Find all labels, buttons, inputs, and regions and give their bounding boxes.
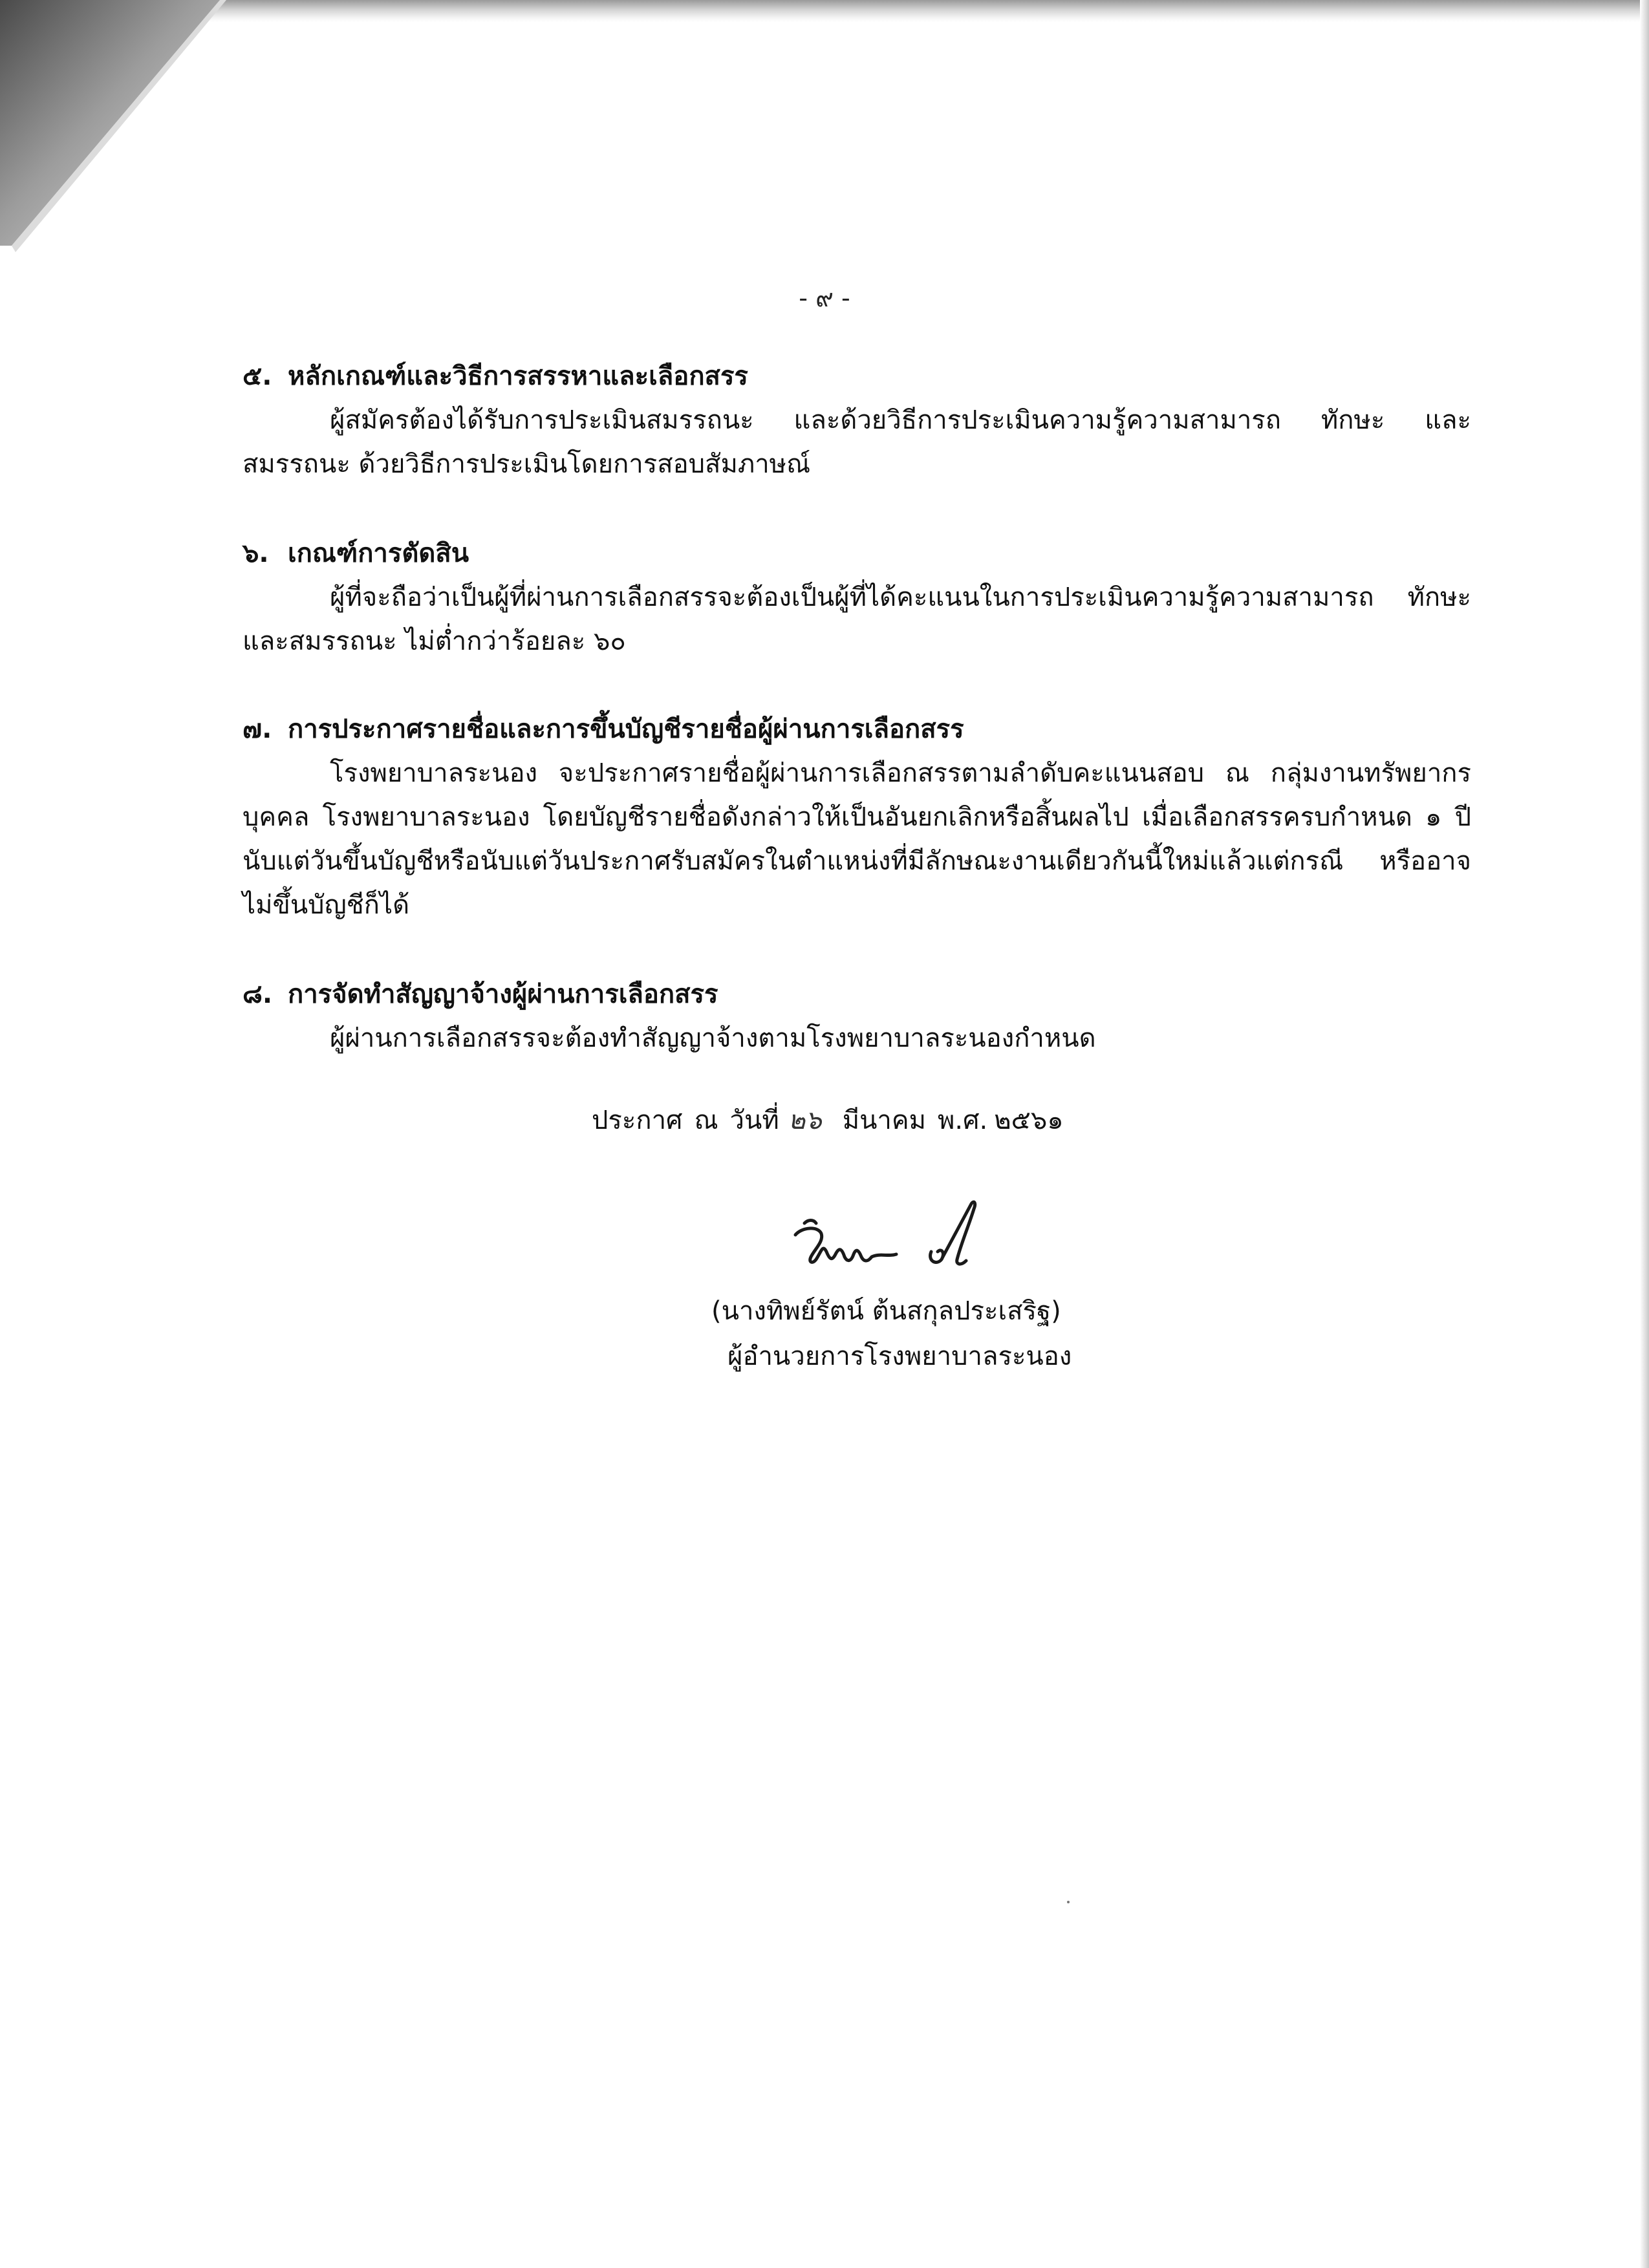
announcement-day: ๒๖	[788, 1106, 822, 1135]
section-title: เกณฑ์การตัดสิน	[288, 539, 469, 568]
section-paragraph	[242, 575, 1471, 663]
section-paragraph	[242, 751, 1471, 927]
section-heading	[242, 354, 1471, 398]
paragraph-text: ผู้ผ่านการเลือกสรรจะต้องทำสัญญาจ้างตามโรงพยาบาลระนองกำหนด	[330, 1023, 1096, 1053]
section-7	[242, 707, 1471, 927]
section-number: ๗.	[242, 714, 272, 744]
signatory-name: (นางทิพย์รัตน์ ต้นสกุลประเสริฐ)	[711, 1296, 1061, 1326]
scan-top-edge	[194, 0, 1649, 22]
section-number: ๕.	[242, 361, 272, 391]
section-number: ๘.	[242, 979, 273, 1009]
section-title: หลักเกณฑ์และวิธีการสรรหาและเลือกสรร	[288, 361, 748, 391]
section-heading	[242, 707, 1471, 751]
section-title: การจัดทำสัญญาจ้างผู้ผ่านการเลือกสรร	[288, 979, 718, 1009]
scan-right-edge	[1640, 0, 1649, 2268]
handwritten-signature	[782, 1190, 1015, 1287]
section-number: ๖.	[242, 539, 269, 568]
announcement-era: พ.ศ.	[938, 1106, 988, 1135]
announcement-year: ๒๕๖๑	[994, 1106, 1064, 1135]
section-title: การประกาศรายชื่อและการขึ้นบัญชีรายชื่อผู้ผ่านการเลือกสรร	[288, 714, 964, 744]
section-heading	[242, 531, 1471, 575]
paragraph-text: ผู้สมัครต้องได้รับการประเมินสมรรถนะ และด้วยวิธีการประเมินความรู้ความสามารถ ทักษะ และสมรรถนะ ด้วยวิธีการประเมินโดยการสอบสัมภาษณ์	[242, 405, 1471, 479]
section-heading	[242, 972, 1471, 1016]
announcement-date	[592, 1099, 1064, 1140]
paragraph-text: โรงพยาบาลระนอง จะประกาศรายชื่อผู้ผ่านการเลือกสรรตามลำดับคะแนนสอบ ณ กลุ่มงานทรัพยากรบุคคล โรงพยาบาลระนอง โดยบัญชีรายชื่อดังกล่าวให้เป็นอันยกเลิกหรือสิ้นผลไป เมื่อเลือกสรรครบกำหนด ๑ ปี นับแต่วันขึ้นบัญชีหรือนับแต่วันประกาศรับสมัครในตำแหน่งที่มีลักษณะงานเดียวกันนี้ใหม่แล้วแต่กรณี หรืออาจไม่ขึ้นบัญชีก็ได้	[242, 758, 1471, 920]
page-number: - ๙ -	[799, 284, 850, 312]
paragraph-text: ผู้ที่จะถือว่าเป็นผู้ที่ผ่านการเลือกสรรจะต้องเป็นผู้ที่ได้คะแนนในการประเมินความรู้ความสามารถ ทักษะ และสมรรถนะ ไม่ต่ำกว่าร้อยละ ๖๐	[242, 583, 1471, 656]
section-8	[242, 972, 1471, 1060]
announcement-prefix: ประกาศ	[592, 1106, 683, 1135]
announcement-month: มีนาคม	[842, 1106, 927, 1135]
announcement-day-label: วันที่	[729, 1106, 779, 1135]
scan-speck	[1067, 1901, 1070, 1903]
section-6	[242, 531, 1471, 663]
section-paragraph	[242, 1016, 1471, 1060]
section-5	[242, 354, 1471, 486]
folded-corner	[0, 0, 233, 252]
announcement-at: ณ	[694, 1106, 718, 1135]
signatory-title: ผู้อำนวยการโรงพยาบาลระนอง	[727, 1342, 1072, 1371]
section-paragraph	[242, 398, 1471, 486]
